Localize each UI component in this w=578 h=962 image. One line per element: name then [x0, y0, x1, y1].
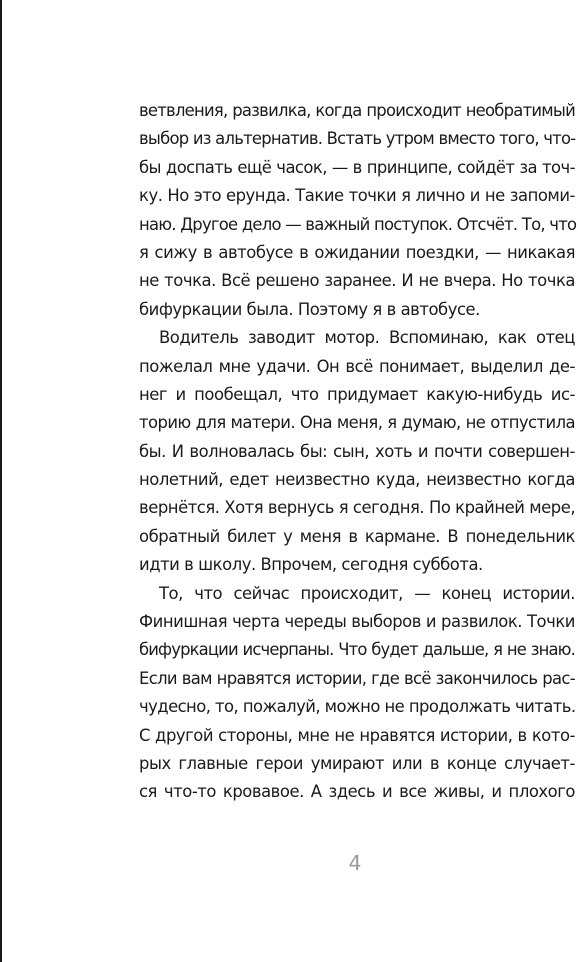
text-line: вернётся. Хотя вернусь я сегодня. По крайней мере,	[139, 498, 576, 518]
text-line: То, что сейчас происходит, — конец истории.	[159, 583, 575, 603]
text-line: наю. Другое дело — важный поступок. Отсчёт. То, что	[139, 214, 577, 234]
text-line: нолетний, едет неизвестно куда, неизвестно когда	[139, 470, 575, 490]
text-line: торию для матери. Она меня, я думаю, не отпустила	[139, 413, 575, 433]
text-line: Финишная черта череды выборов и развилок. Точки	[139, 612, 575, 632]
text-line: выбор из альтернатив. Встать утром вместо того, что-	[139, 129, 576, 149]
page-edge-rule	[0, 0, 2, 962]
text-line: ся что-то кровавое. А здесь и все живы, и плохого	[139, 782, 575, 802]
text-line: Если вам нравятся истории, где всё закончилось рас-	[139, 668, 575, 688]
text-line: бы. И волновалась бы: сын, хоть и почти совершен-	[139, 441, 575, 461]
text-line: С другой стороны, мне не нравятся истории, в кото-	[139, 725, 575, 745]
text-line: бы доспать ещё часок, — в принципе, сойдёт за точ-	[139, 157, 575, 177]
text-line: пожелал мне удачи. Он всё понимает, выделил де-	[139, 356, 575, 376]
text-line: ку. Но это ерунда. Такие точки я лично и не запоми-	[139, 186, 575, 206]
text-line: Водитель заводит мотор. Вспоминаю, как отец	[159, 328, 575, 348]
text-line: ветвления, развилка, когда происходит необратимый	[139, 101, 575, 120]
text-line: нег и пообещал, что придумает какую-нибудь ис-	[139, 384, 575, 404]
text-line: не точка. Всё решено заранее. И не вчера. Но точка	[139, 271, 575, 291]
paragraph	[139, 324, 575, 580]
body-text	[139, 97, 575, 807]
text-line: бифуркации была. Поэтому я в автобусе.	[139, 299, 480, 319]
paragraph	[139, 580, 575, 807]
page-number: 4	[348, 851, 362, 875]
text-line: бифуркации исчерпаны. Что будет дальше, я не знаю.	[139, 640, 575, 660]
text-line: рых главные герои умирают или в конце случает-	[139, 753, 575, 773]
text-line: чудесно, то, пожалуй, можно не продолжать читать.	[139, 697, 576, 717]
text-line: обратный билет у меня в кармане. В понедельник	[139, 526, 575, 546]
text-line: идти в школу. Впрочем, сегодня суббота.	[139, 555, 483, 575]
paragraph	[139, 97, 575, 324]
text-line: я сижу в автобусе в ожидании поездки, — никакая	[139, 242, 575, 262]
